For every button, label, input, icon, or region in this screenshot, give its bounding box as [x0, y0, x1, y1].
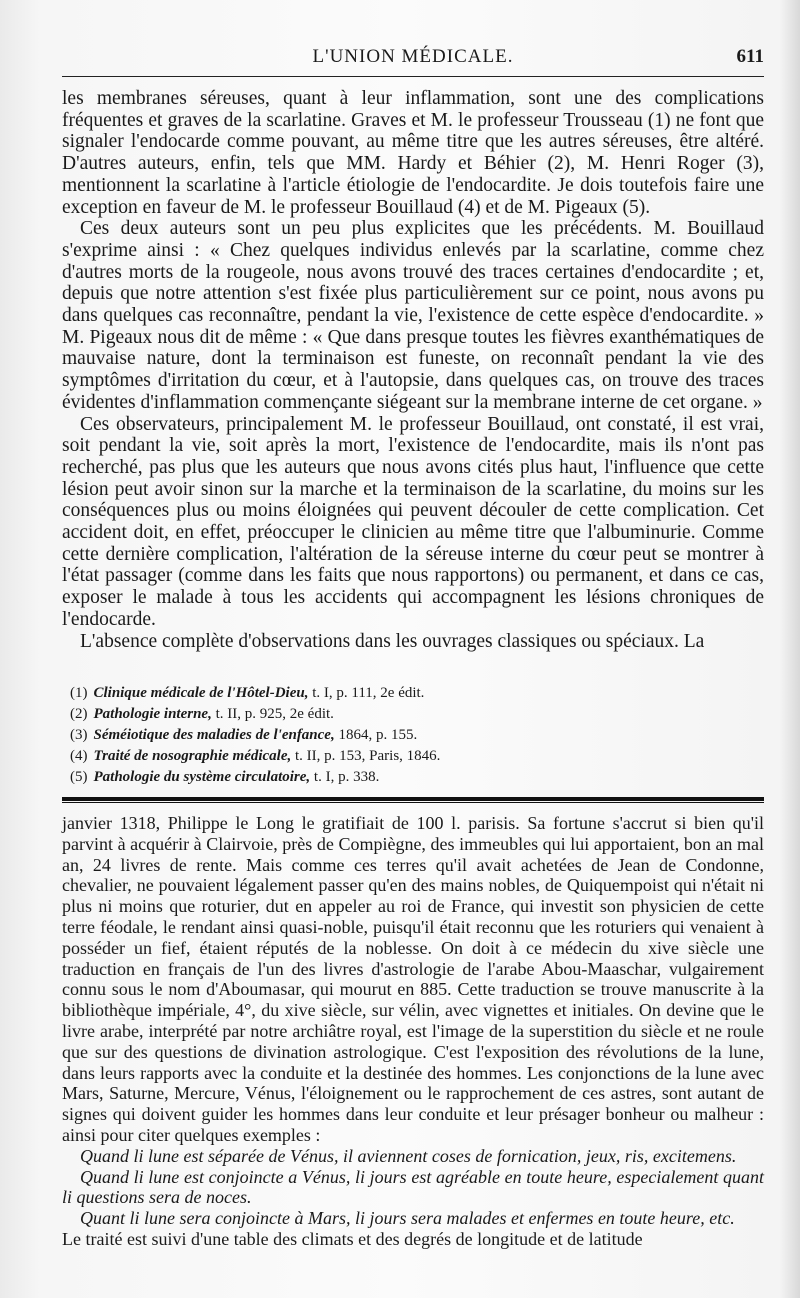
footnote [70, 767, 760, 788]
feuilleton-last-line: Le traité est suivi d'une table des climats et des degrés de longitude et de latitude [62, 1228, 643, 1249]
astrology-quote: Quand li lune est séparée de Vénus, il aviennent coses de fornication, jeux, ris, excitemens. [80, 1145, 737, 1166]
feuilleton-text [62, 813, 764, 1250]
footnote-title: Séméiotique des maladies de l'enfance, [93, 727, 335, 743]
astrology-quote: Quant li lune sera conjoincte à Mars, li jours sera malades et enfermes en toute heure, etc. [80, 1208, 735, 1229]
footnote-reference: t. I, p. 111, 2e édit. [308, 685, 425, 701]
footnote-number: (4) [70, 748, 88, 764]
footnote [70, 704, 760, 725]
footnotes [70, 683, 760, 788]
paragraph: Ces deux auteurs sont un peu plus explicites que les précédents. M. Bouillaud s'exprime ainsi : « Chez quelques individus enlevés par la scarlatine, comme chez d'autres morts de la rougeole, nous avons trouvé des traces certaines d'endocardite ; et, depuis que notre attention s'est fixée plus particulièrement sur ce point, nous avons pu dans quelques cas reconnaître, pendant la vie, l'existence de cette espèce d'endocardite. » M. Pigeaux nous dit de même : « Que dans presque toutes les fièvres exanthématiques de mauvaise nature, dont la terminaison est funeste, on reconnaît pendant la vie des symptômes d'irritation du cœur, et à l'autopsie, dans quelques cas, on trouve des traces évidentes d'inflammation commençante siégeant sur la membrane interne de cet organe. » [62, 218, 764, 413]
footnote-reference: t. II, p. 153, Paris, 1846. [291, 748, 441, 764]
feuilleton-paragraph: janvier 1318, Philippe le Long le gratifiait de 100 l. parisis. Sa fortune s'accrut si bien qu'il parvint à acquérir à Clairvoie, près de Compiègne, des immeubles qui lui apportaient, bon an mal an, 24 livres de rente. Mais comme ces terres qu'il avait achetées de Jean de Condonne, chevalier, ne pouvaient légalement passer qu'en des mains nobles, de Quiquempoist qui n'était ni plus ni moins que roturier, dut en appeler au roi de France, qui investit son physicien de cette terre féodale, le rendant ainsi quasi-noble, puisqu'il était reconnu que les roturiers qui venaient à posséder un fief, étaient réputés de la noblesse. On doit à ce médecin du xive siècle une traduction en français de l'un des livres d'astrologie de l'arabe Abou-Maaschar, vulgairement connu sous le nom d'Aboumasar, qui mourut en 885. Cette traduction se trouve manuscrite à la bibliothèque impériale, 4°, du xive siècle, sur vélin, avec vignettes et initiales. On devine que le livre arabe, interprété par notre archiâtre royal, est l'image de la superstition du siècle et ne roule que sur des questions de divination astrologique. C'est l'exposition des révolutions de la lune, dans leurs rapports avec la conduite et la destinée des hommes. Les conjonctions de la lune avec Mars, Saturne, Mercure, Vénus, l'éloignement ou le rapprochement de ces astres, sont autant de signes qui doivent guider les hommes dans leur conduite et leur présager bonheur ou malheur : ainsi pour citer quelques exemples : [62, 813, 764, 1145]
main-text [62, 88, 764, 652]
footnote-number: (1) [70, 685, 88, 701]
astrology-quote: Quand li lune est conjoincte a Vénus, li jours est agréable en toute heure, especialement quant li questions sera de noces. [62, 1166, 764, 1208]
header-rule [62, 76, 764, 77]
paragraph: L'absence complète d'observations dans les ouvrages classiques ou spéciaux. La [80, 630, 705, 652]
page-header [62, 42, 764, 76]
footnote-number: (3) [70, 727, 88, 743]
footnote-reference: t. II, p. 925, 2e édit. [211, 706, 334, 722]
page-number: 611 [736, 46, 764, 67]
running-title: L'UNION MÉDICALE. [312, 46, 514, 67]
footnote-number: (2) [70, 706, 88, 722]
footnote-title: Traité de nosographie médicale, [93, 748, 292, 764]
footnote [70, 683, 760, 704]
footnote-title: Pathologie interne, [93, 706, 212, 722]
footnote-reference: 1864, p. 155. [334, 727, 418, 743]
footnote-title: Pathologie du système circulatoire, [93, 769, 311, 785]
footnote [70, 725, 760, 746]
paragraph: les membranes séreuses, quant à leur inflammation, sont une des complications fréquentes et graves de la scarlatine. Graves et M. le professeur Trousseau (1) ne font que signaler l'endocarde comme pouvant, au même titre que les autres séreuses, être altéré. D'autres auteurs, enfin, tels que MM. Hardy et Béhier (2), M. Henri Roger (3), mentionnent la scarlatine à l'article étiologie de l'endocardite. Je dois toutefois faire une exception en faveur de M. le professeur Bouillaud (4) et de M. Pigeaux (5). [62, 88, 764, 218]
footnote-reference: t. I, p. 338. [310, 769, 380, 785]
paragraph: Ces observateurs, principalement M. le professeur Bouillaud, ont constaté, il est vrai, soit pendant la vie, soit après la mort, l'existence de l'endocardite, mais ils n'ont pas recherché, pas plus que les auteurs que nous avons cités plus haut, l'influence que cette lésion peut avoir sinon sur la marche et la terminaison de la scarlatine, du moins sur les conséquences plus ou moins éloignées qui peuvent découler de cette complication. Cet accident doit, en effet, préoccuper le clinicien au même titre que l'albuminurie. Comme cette dernière complication, l'altération de la séreuse interne du cœur peut se montrer à l'état passager (comme dans les faits que nous rapportons) ou permanent, et dans ce cas, exposer le malade à tous les accidents qui accompagnent les lésions chroniques de l'endocarde. [62, 413, 764, 630]
footnote [70, 746, 760, 767]
feuilleton-divider [62, 797, 764, 803]
footnote-number: (5) [70, 769, 88, 785]
footnote-title: Clinique médicale de l'Hôtel-Dieu, [93, 685, 309, 701]
